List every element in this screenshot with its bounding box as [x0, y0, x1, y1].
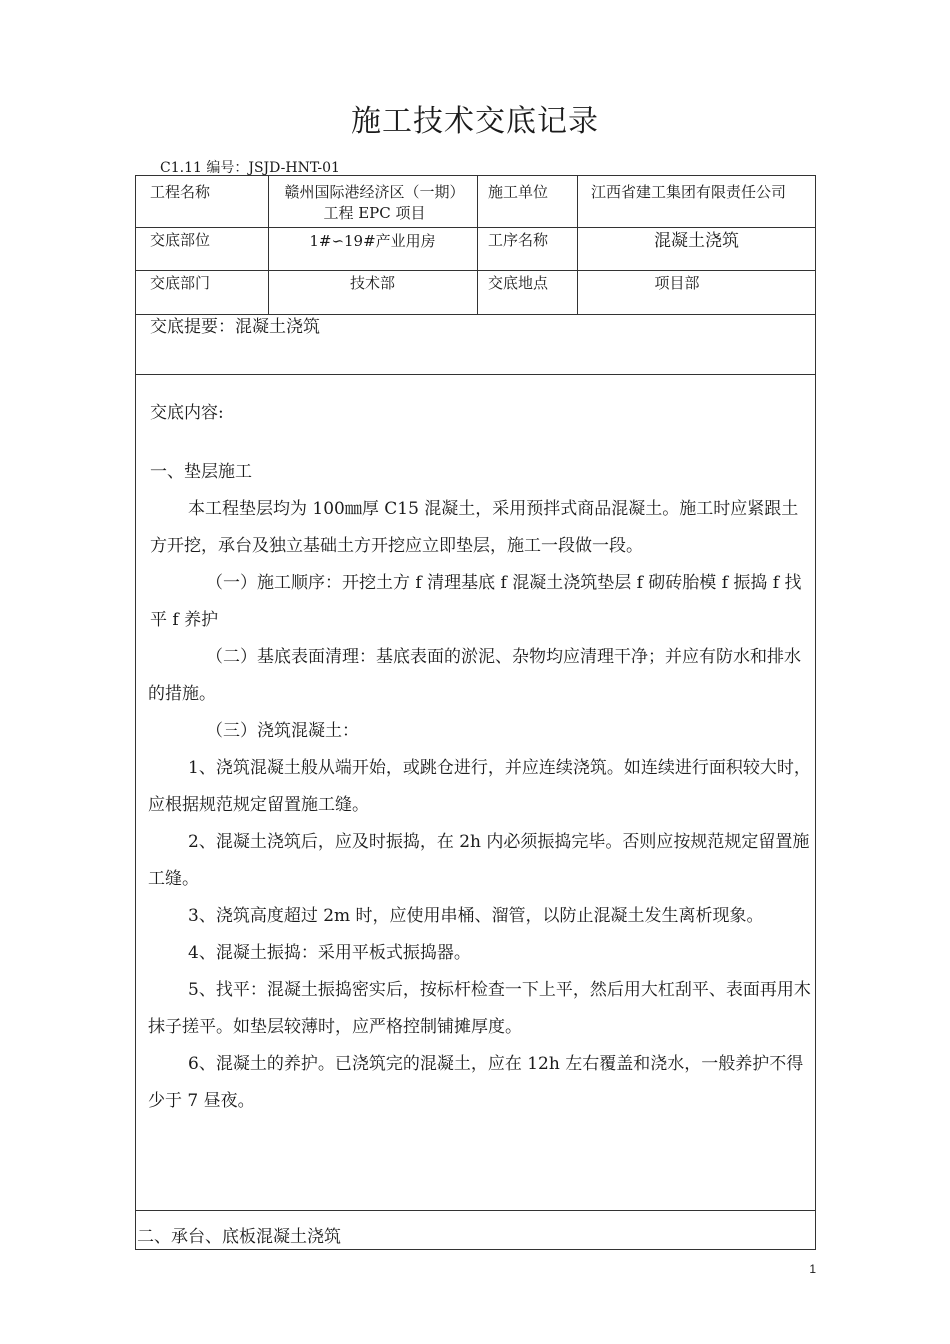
project-name-label: 工程名称 — [150, 183, 211, 201]
paragraph: （一）施工顺序：开挖土方 f 清理基底 f 混凝土浇筑垫层 f 砌砖胎模 f 振捣 f 找平 f 养护 — [150, 573, 802, 630]
disclosure-content — [138, 395, 812, 1120]
process-label: 工序名称 — [488, 231, 549, 249]
paragraph: 2、混凝土浇筑后，应及时振捣，在 2h 内必须振捣完毕。否则应按规范规定留置施工缝。 — [148, 832, 810, 889]
department-label: 交底部门 — [150, 274, 211, 292]
paragraph: 3、浇筑高度超过 2m 时，应使用串桶、溜管，以防止混凝土发生离析现象。 — [188, 906, 764, 926]
construction-unit-value: 江西省建工集团有限责任公司 — [591, 183, 787, 201]
paragraph: 1、浇筑混凝土般从端开始，或跳仓进行，并应连续浇筑。如连续进行面积较大时，应根据规范规定留置施工缝。 — [148, 758, 811, 815]
paragraph: 4、混凝土振捣：采用平板式振捣器。 — [188, 943, 471, 963]
project-name-value: 赣州国际港经济区（一期）工程 EPC 项目 — [284, 183, 465, 222]
paragraph: （三）浇筑混凝土： — [206, 721, 359, 741]
content-heading: 交底内容: — [150, 403, 224, 423]
department-value: 技术部 — [349, 274, 395, 292]
paragraph: 本工程垫层均为 100㎜厚 C15 混凝土，采用预拌式商品混凝土。施工时应紧跟土方开挖，承台及独立基础土方开挖应立即垫层，施工一段做一段。 — [150, 499, 799, 556]
document-title: 施工技术交底记录 — [351, 104, 599, 139]
construction-unit-label: 施工单位 — [488, 183, 549, 201]
process-value: 混凝土浇筑 — [654, 231, 739, 251]
paragraph: 5、找平：混凝土振捣密实后，按标杆检查一下上平，然后用大杠刮平、表面再用木抹子搓平。如垫层较薄时，应严格控制铺摊厚度。 — [148, 980, 811, 1037]
place-value: 项目部 — [654, 274, 700, 292]
row-divider — [135, 227, 816, 228]
section-title: 一、垫层施工 — [150, 462, 252, 482]
summary-text: 交底提要：混凝土浇筑 — [150, 317, 320, 337]
location-value: 1#∽19#产业用房 — [309, 232, 436, 250]
location-label: 交底部位 — [150, 231, 211, 249]
row-divider — [135, 270, 816, 271]
page-number: 1 — [809, 1262, 816, 1276]
column-divider — [477, 175, 478, 314]
paragraph: （二）基底表面清理：基底表面的淤泥、杂物均应清理干净；并应有防水和排水的措施。 — [148, 647, 801, 704]
row-divider — [135, 374, 816, 375]
place-label: 交底地点 — [488, 274, 549, 292]
section-title: 二、承台、底板混凝土浇筑 — [137, 1227, 341, 1247]
paragraph: 6、混凝土的养护。已浇筑完的混凝土，应在 12h 左右覆盖和浇水，一般养护不得少于 7 昼夜。 — [148, 1054, 804, 1111]
document-number: C1.11 编号：JSJD-HNT-01 — [160, 160, 340, 176]
row-divider — [135, 314, 816, 315]
row-divider — [135, 1210, 816, 1211]
